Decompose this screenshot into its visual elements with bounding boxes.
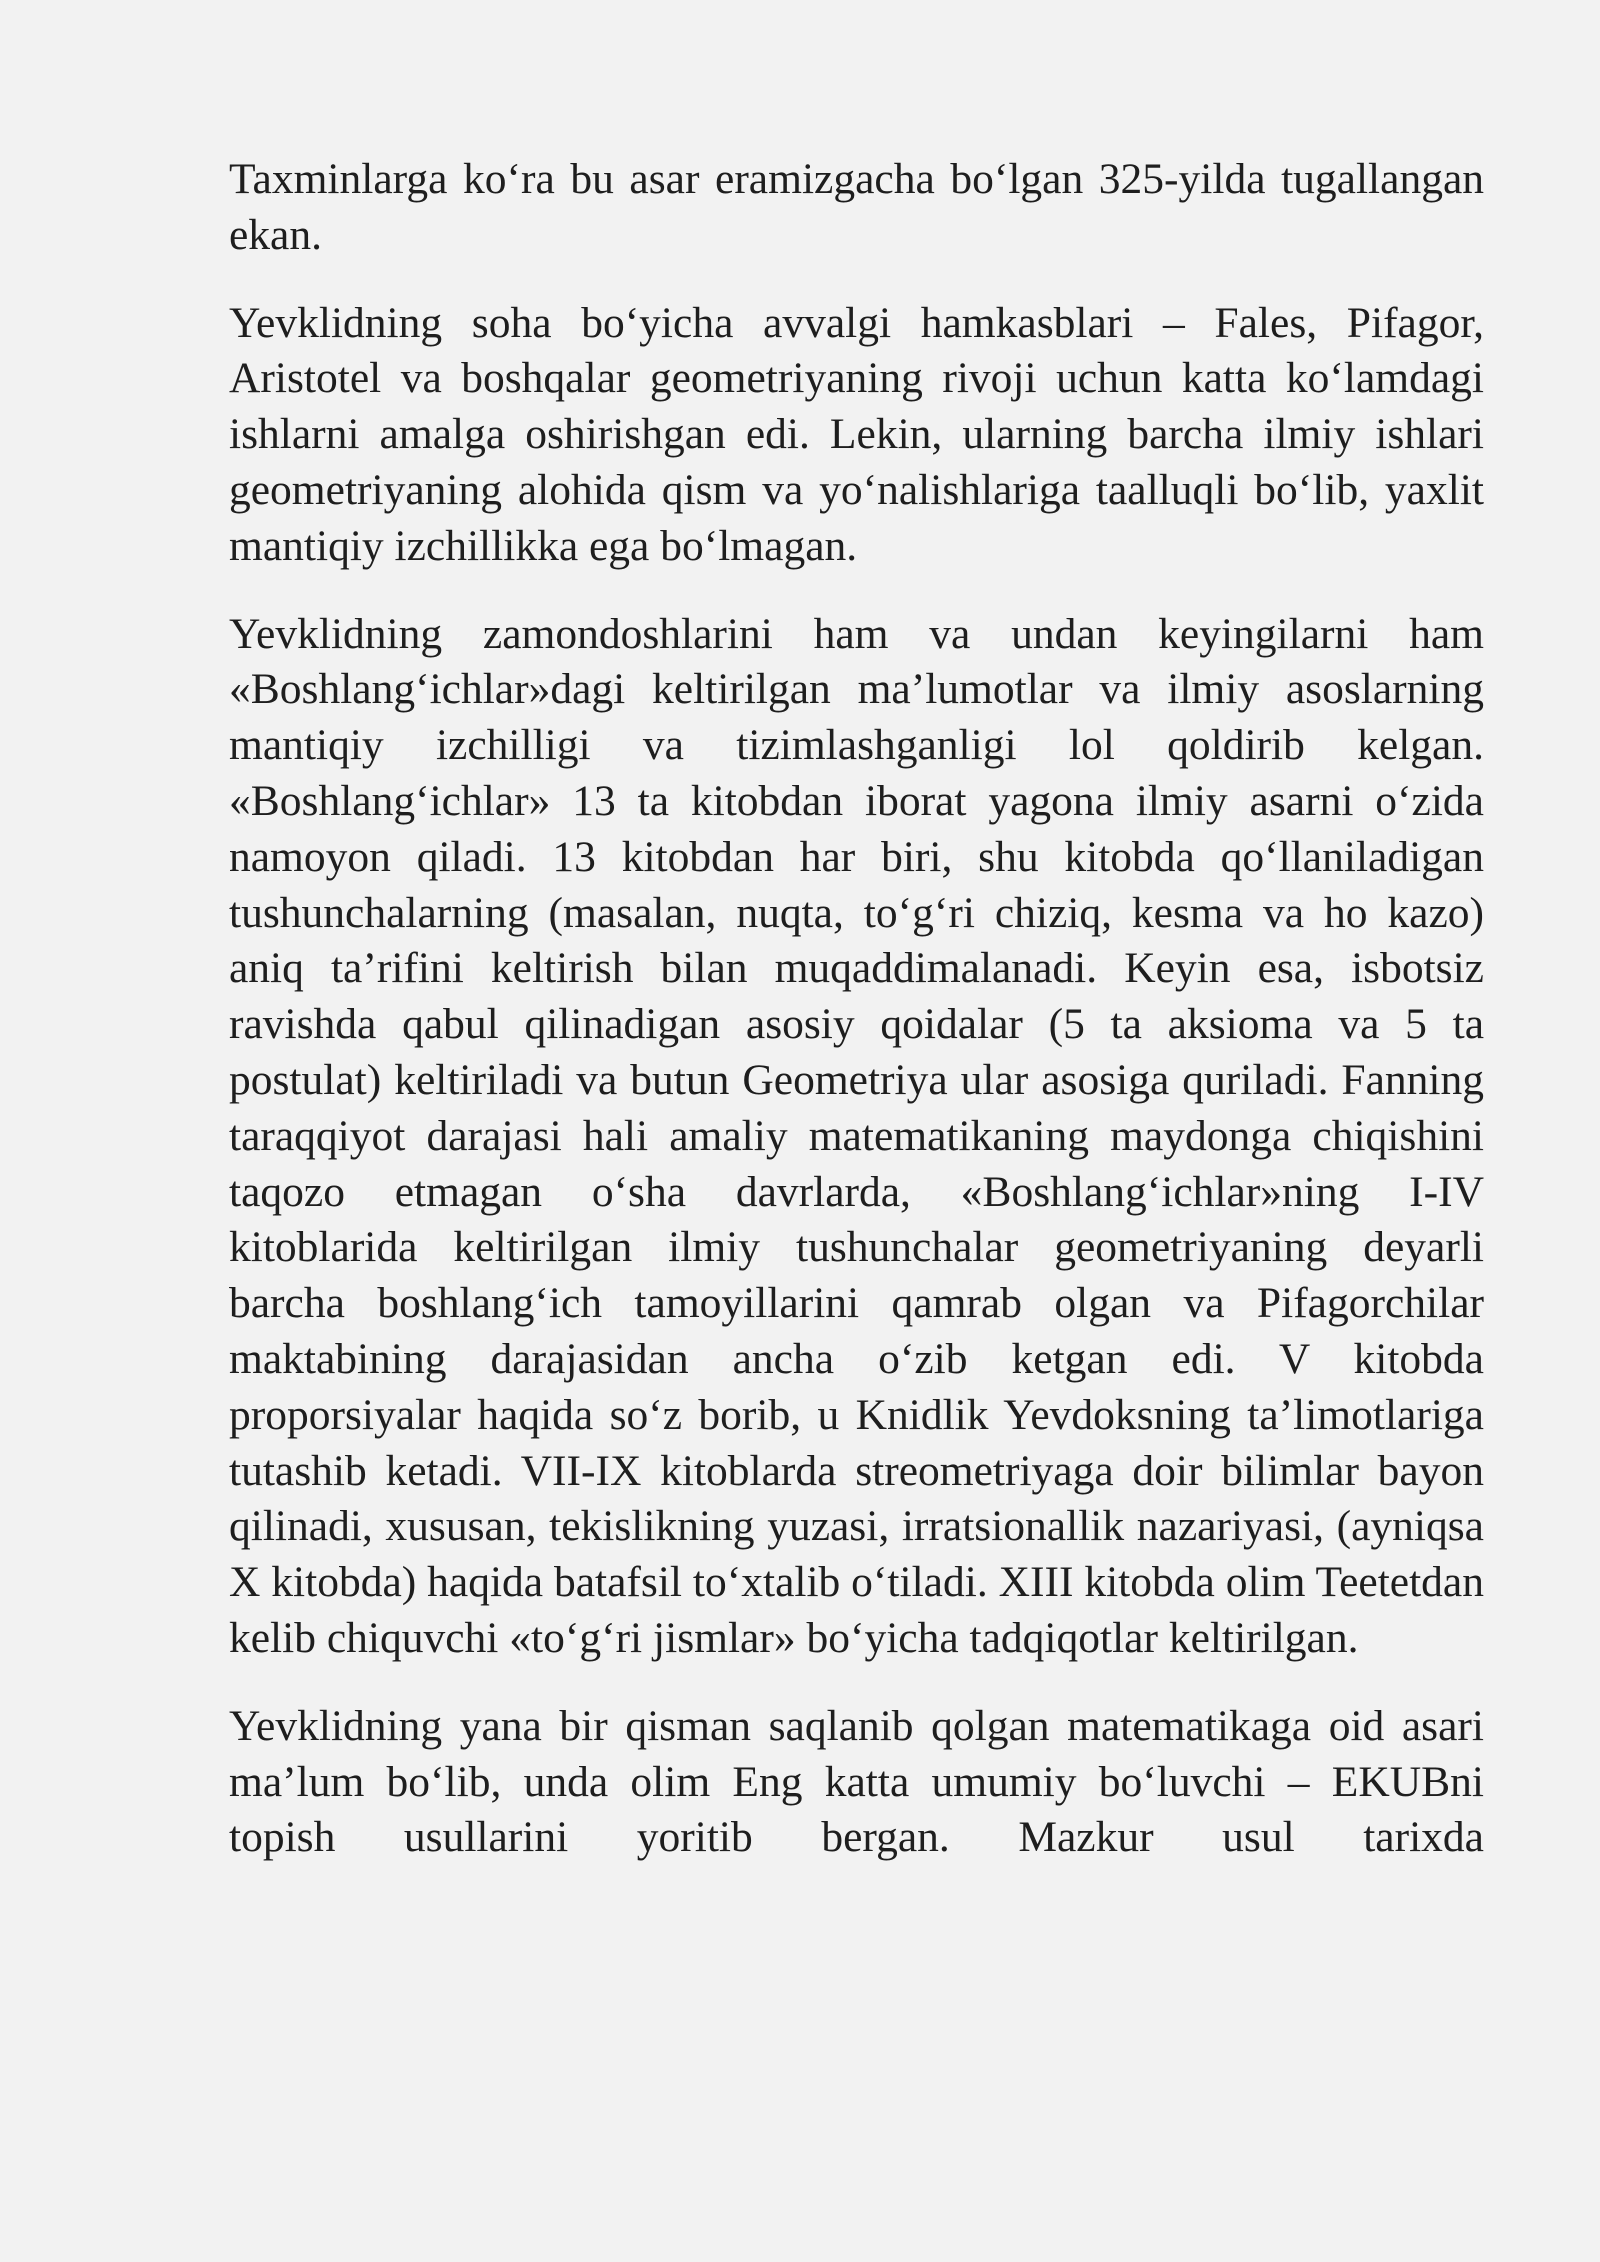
paragraph-3: Yevklidning zamondoshlarini ham va undan keyingilarni ham «Boshlang‘ichlar»dagi keltirilgan ma’lumotlar va ilmiy asoslarning mantiqiy izchilligi va tizimlashganligi lol qoldirib kelgan. «Boshlang‘ichlar» 13 ta kitobdan iborat yagona ilmiy asarni o‘zida namoyon qiladi. 13 kitobdan har biri, shu kitobda qo‘llaniladigan tushunchalarning (masalan, nuqta, to‘g‘ri chiziq, kesma va ho kazo) aniq ta’rifini keltirish bilan muqaddimalanadi. Keyin esa, isbotsiz ravishda qabul qilinadigan asosiy qoidalar (5 ta aksioma va 5 ta postulat) keltiriladi va butun Geometriya ular asosiga quriladi. Fanning taraqqiyot darajasi hali amaliy matematikaning maydonga chiqishini taqozo etmagan o‘sha davrlarda, «Boshlang‘ichlar»ning I-IV kitoblarida keltirilgan ilmiy tushunchalar geometriyaning deyarli barcha boshlang‘ich tamoyillarini qamrab olgan va Pifagorchilar maktabining darajasidan ancha o‘zib ketgan edi. V kitobda proporsiyalar haqida so‘z borib, u Knidlik Yevdoksning ta’limotlariga tutashib ketadi. VII-IX kitoblarda streometriyaga doir bilimlar bayon qilinadi, xususan, tekislikning yuzasi, irratsionallik nazariyasi, (ayniqsa X kitobda) haqida batafsil to‘xtalib o‘tiladi. XIII kitobda olim Teetetdan kelib chiquvchi «to‘g‘ri jismlar» bo‘yicha tadqiqotlar keltirilgan.: [229, 609, 1484, 1662]
document-page: [229, 152, 1484, 1898]
paragraph-1: Taxminlarga ko‘ra bu asar eramizgacha bo‘lgan 325-yilda tugallangan ekan.: [229, 155, 1484, 259]
paragraph-4: Yevklidning yana bir qisman saqlanib qolgan matematikaga oid asari ma’lum bo‘lib, unda olim Eng katta umumiy bo‘luvchi – EKUBni topish usullarini yoritib bergan. Mazkur usul tarixda: [229, 1701, 1484, 1862]
paragraph-2: Yevklidning soha bo‘yicha avvalgi hamkasblari – Fales, Pifagor, Aristotel va boshqalar geometriyaning rivoji uchun katta ko‘lamdagi ishlarni amalga oshirishgan edi. Lekin, ularning barcha ilmiy ishlari geometriyaning alohida qism va yo‘nalishlariga taalluqli bo‘lib, yaxlit mantiqiy izchillikka ega bo‘lmagan.: [229, 298, 1484, 570]
